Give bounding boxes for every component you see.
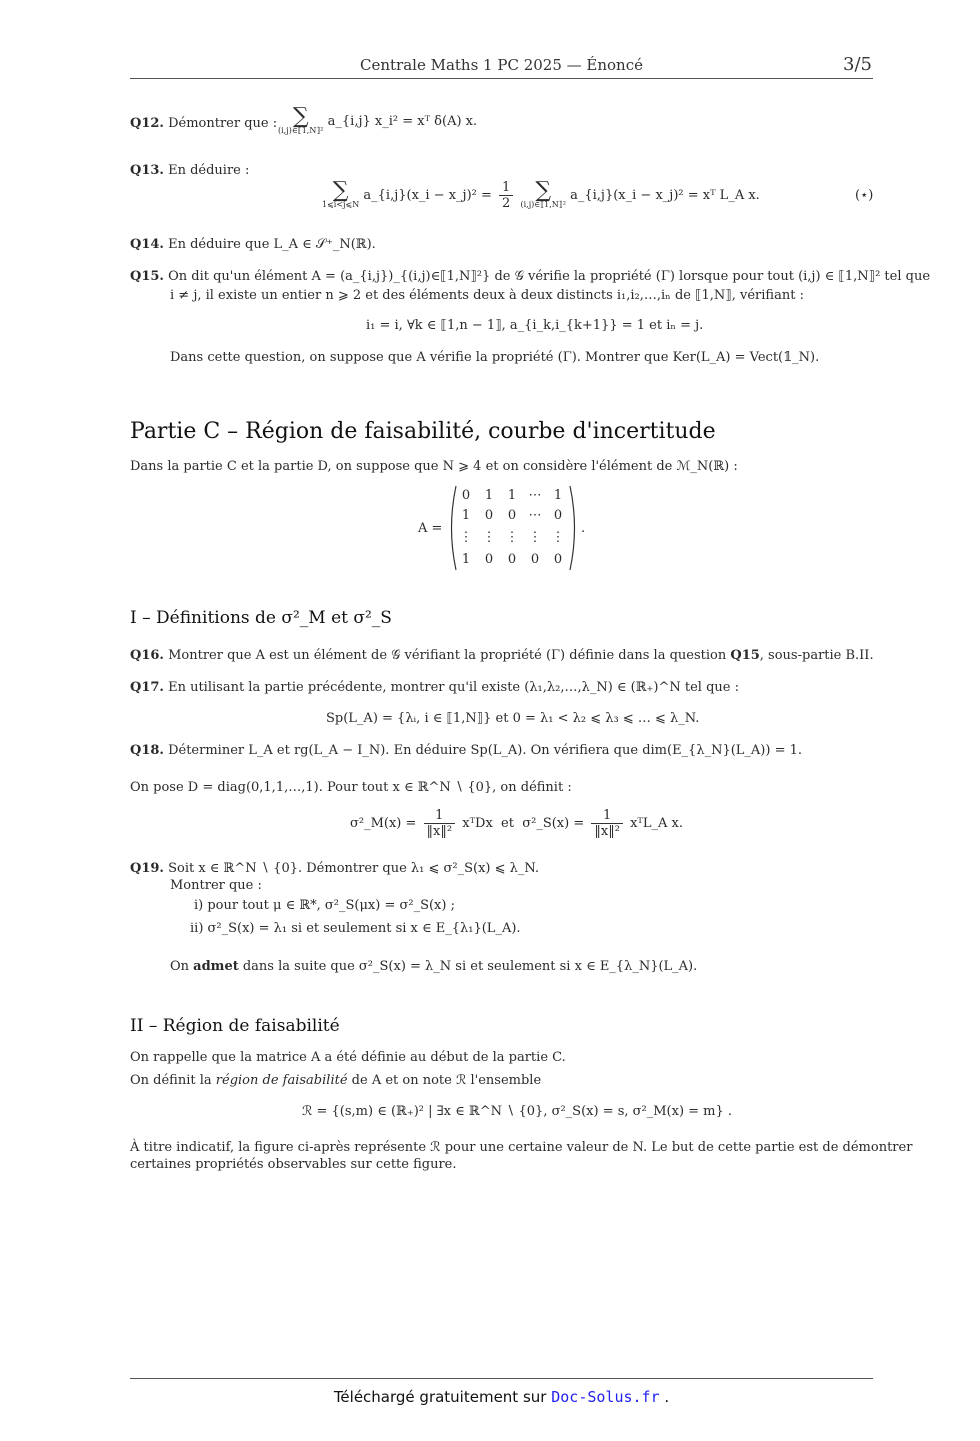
matrix-cell: 1 xyxy=(461,552,471,567)
matrix-cell: 1 xyxy=(507,488,517,503)
q19-item2: ii) σ²_S(x) = λ₁ si et seulement si x ∈ E_{λ₁}(L_A). xyxy=(190,921,521,936)
matrix-label: A = xyxy=(418,521,443,536)
header-rule xyxy=(130,78,873,79)
matrix-cell: 0 xyxy=(530,552,540,567)
matrix-cell: 1 xyxy=(553,488,563,503)
sectionII-p3-line1: À titre indicatif, la figure ci-après représente ℛ pour une certaine valeur de N. Le but de cette partie est de démontrer xyxy=(130,1140,913,1155)
q15-display: i₁ = i, ∀k ∈ ⟦1,n − 1⟧, a_{i_k,i_{k+1}} = 1 et iₙ = j. xyxy=(366,318,704,333)
sectionII-p3-line2: certaines propriétés observables sur cette figure. xyxy=(130,1157,457,1172)
q16: Q16. Montrer que A est un élément de 𝒢 vérifiant la propriété (Γ) définie dans la question Q15, sous-partie B.II. xyxy=(130,648,874,663)
defs-text: On pose D = diag(0,1,1,…,1). Pour tout x ∈ ℝ^N ∖ {0}, on définit : xyxy=(130,780,572,795)
matrix-cell: ⋮ xyxy=(551,530,565,545)
q19-admet: On admet dans la suite que σ²_S(x) = λ_N si et seulement si x ∈ E_{λ_N}(L_A). xyxy=(170,959,698,974)
matrix-cell: ⋯ xyxy=(528,508,542,523)
q13-tag: (⋆) xyxy=(855,188,874,203)
matrix-end: . xyxy=(581,521,586,536)
q17-display: Sp(L_A) = {λᵢ, i ∈ ⟦1,N⟧} et 0 = λ₁ < λ₂ ⩽ λ₃ ⩽ … ⩽ λ_N. xyxy=(326,711,700,726)
q12 xyxy=(130,116,277,131)
sectionII-title: II – Région de faisabilité xyxy=(130,1016,340,1036)
q19: Q19. Soit x ∈ ℝ^N ∖ {0}. Démontrer que λ₁ ⩽ σ²_S(x) ⩽ λ_N. xyxy=(130,861,540,876)
footer: Téléchargé gratuitement sur Doc-Solus.fr . xyxy=(333,1388,670,1406)
q19-line2: Montrer que : xyxy=(170,878,262,893)
q12-text: Démontrer que : xyxy=(168,116,278,131)
page-number: 3/5 xyxy=(843,54,872,75)
matrix-cell: 0 xyxy=(484,552,494,567)
matrix-cell: ⋮ xyxy=(505,530,519,545)
q12-sum: ∑ (i,j)∈⟦1,N⟧² xyxy=(278,104,324,135)
sectionII-p2: On définit la région de faisabilité de A et on note ℛ l'ensemble xyxy=(130,1073,542,1088)
matrix-cell: 0 xyxy=(507,552,517,567)
q12-formula: ∑ (i,j)∈⟦1,N⟧² a_{i,j} x_i² = xᵀ δ(A) x. xyxy=(278,104,478,135)
matrix-cell: ⋮ xyxy=(459,530,473,545)
q15: Q15. On dit qu'un élément A = (a_{i,j})_{(i,j)∈⟦1,N⟧²} de 𝒢 vérifie la propriété (Γ) lorsque pour tout (i,j) ∈ ⟦1,N⟧² tel que xyxy=(130,269,931,284)
q13: Q13. En déduire : xyxy=(130,163,250,178)
partC-intro: Dans la partie C et la partie D, on suppose que N ⩾ 4 et on considère l'élément de ℳ_N(ℝ) : xyxy=(130,459,738,474)
matrix-cell: 0 xyxy=(507,508,517,523)
matrix-cell: ⋮ xyxy=(482,530,496,545)
matrix-cell: 1 xyxy=(484,488,494,503)
matrix-cell: 0 xyxy=(461,488,471,503)
matrix-cell: ⋯ xyxy=(528,488,542,503)
q15-line3: Dans cette question, on suppose que A vérifie la propriété (Γ). Montrer que Ker(L_A) = Vect(𝟙_N). xyxy=(170,350,820,365)
matrix-cell: 1 xyxy=(461,508,471,523)
doc-solus-link[interactable]: Doc-Solus.fr xyxy=(551,1388,660,1406)
sectionII-display: ℛ = {(s,m) ∈ (ℝ₊)² | ∃x ∈ ℝ^N ∖ {0}, σ²_S(x) = s, σ²_M(x) = m} . xyxy=(302,1104,733,1119)
sectionI-title: I – Définitions de σ²_M et σ²_S xyxy=(130,608,392,628)
partC-title: Partie C – Région de faisabilité, courbe d'incertitude xyxy=(130,419,716,444)
matrix-A xyxy=(455,488,573,570)
q13-formula: ∑ 1⩽i<j⩽N a_{i,j}(x_i − x_j)² = $\frac{1}{2}$ ∑ (i,j)∈⟦1,N⟧² a_{i,j}(x_i − x_j)² = xᵀ L_A x. xyxy=(322,178,760,211)
matrix-cell: 0 xyxy=(553,552,563,567)
matrix-cell: 0 xyxy=(553,508,563,523)
q14: Q14. En déduire que L_A ∈ 𝒮⁺_N(ℝ). xyxy=(130,237,376,252)
defs-display: σ²_M(x) = $\frac{1}{\text{‖x‖²}}$ xᵀDx et σ²_S(x) = $\frac{1}{\text{‖x‖²}}$ xᵀL_A x. xyxy=(350,808,683,839)
running-header: Centrale Maths 1 PC 2025 — Énoncé xyxy=(360,56,643,74)
q15-line2: i ≠ j, il existe un entier n ⩾ 2 et des éléments deux à deux distincts i₁,i₂,…,iₙ de ⟦1,N⟧, vérifiant : xyxy=(170,288,804,303)
q19-item1: i) pour tout μ ∈ ℝ*, σ²_S(μx) = σ²_S(x) ; xyxy=(194,898,455,913)
matrix-cell: 0 xyxy=(484,508,494,523)
matrix-cell: ⋮ xyxy=(528,530,542,545)
q18: Q18. Déterminer L_A et rg(L_A − I_N). En déduire Sp(L_A). On vérifiera que dim(E_{λ_N}(L_A)) = 1. xyxy=(130,743,803,758)
sectionII-p1: On rappelle que la matrice A a été définie au début de la partie C. xyxy=(130,1050,566,1065)
q12-label: Q12. xyxy=(130,116,164,131)
q17: Q17. En utilisant la partie précédente, montrer qu'il existe (λ₁,λ₂,…,λ_N) ∈ (ℝ₊)^N tel que : xyxy=(130,680,740,695)
footer-rule xyxy=(130,1378,873,1379)
